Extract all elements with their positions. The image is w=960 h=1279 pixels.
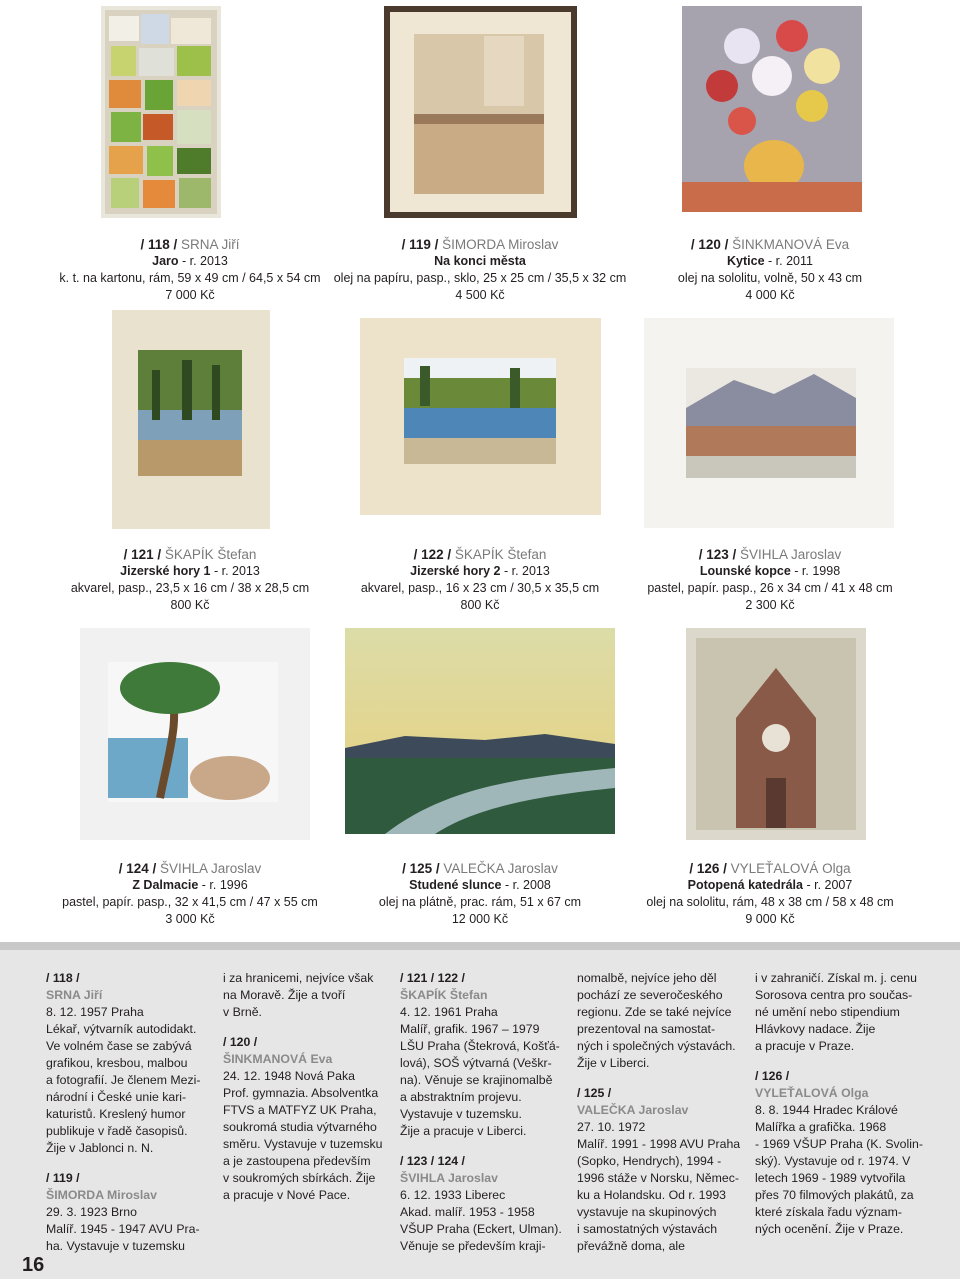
lot-number: / 118 / [140, 237, 178, 252]
lot-number: / 120 / [690, 237, 729, 252]
artwork-price: 4 000 Kč [745, 288, 795, 302]
artwork-year: - r. 2013 [210, 564, 260, 578]
painting-121-jizerske-hory-1 [112, 310, 270, 529]
bio-line: VŠUP Praha (Eckert, Ulman). [400, 1222, 562, 1236]
bio-line: Vystavuje v tuzemsku. [400, 1107, 522, 1121]
bio-line: které získala řadu význam- [755, 1205, 902, 1219]
painting-120-kytice [682, 6, 862, 212]
artwork-medium: k. t. na kartonu, rám, 59 x 49 cm / 64,5 x 54 cm [59, 271, 321, 285]
artwork-price: 9 000 Kč [745, 912, 795, 926]
bio-line: a pracuje v Praze. [755, 1039, 855, 1053]
bio-line: FTVS a MATFYZ UK Praha, [223, 1103, 377, 1117]
bio-artist-name: SRNA Jiří [46, 988, 103, 1002]
bio-line: 8. 8. 1944 Hradec Králové [755, 1103, 898, 1117]
artwork-medium: pastel, papír. pasp., 26 x 34 cm / 41 x 48 cm [647, 581, 893, 595]
artwork-title: Potopená katedrála [687, 878, 803, 892]
bio-line: Hlávkovy nadace. Žije [755, 1022, 876, 1036]
bio-line: a pracuje v Nové Pace. [223, 1188, 351, 1202]
page-number: 16 [22, 1254, 45, 1276]
bio-line: 27. 10. 1972 [577, 1120, 646, 1134]
bio-line: Malíř, grafik. 1967 – 1979 [400, 1022, 540, 1036]
bio-line: lová), SOŠ výtvarná (Veškr- [400, 1056, 552, 1070]
bio-line: a abstraktním projevu. [400, 1090, 522, 1104]
artist-name: ŠVIHLA Jaroslav [740, 547, 842, 562]
lot-number: / 126 / [689, 861, 727, 876]
artist-name: VALEČKA Jaroslav [443, 861, 558, 876]
bio-line: soukromá studia výtvarného [223, 1120, 377, 1134]
bio-line: regionu. Zde se také nejvíce [577, 1005, 732, 1019]
bio-lot-heading: / 123 / 124 / [400, 1154, 465, 1168]
artwork-year: - r. 1998 [790, 564, 841, 578]
bio-line: na Moravě. Žije a tvoří [223, 988, 346, 1002]
bio-line: Žije v Jablonci n. N. [46, 1141, 154, 1155]
artwork-title: Na konci města [434, 254, 526, 268]
bio-line: a fotografií. Je členem Mezi- [46, 1073, 201, 1087]
bio-column-2 [223, 970, 395, 1204]
lot-number: / 123 / [698, 547, 737, 562]
artwork-medium: akvarel, pasp., 23,5 x 16 cm / 38 x 28,5 cm [70, 581, 310, 595]
artwork-price: 2 300 Kč [745, 598, 795, 612]
painting-123-lounske-kopce [644, 318, 894, 528]
lot-caption-119 [320, 236, 640, 304]
bio-lot-heading: / 118 / [46, 971, 80, 985]
artist-name: ŠINKMANOVÁ Eva [732, 237, 850, 252]
lot-caption-121 [30, 546, 350, 614]
painting-124-z-dalmacie [80, 628, 310, 840]
bio-line: a je zastoupena především [223, 1154, 371, 1168]
bio-line: grafikou, kresbou, malbou [46, 1056, 188, 1070]
bio-line: Sorosova centra pro součas- [755, 988, 913, 1002]
artwork-title: Studené slunce [409, 878, 502, 892]
bio-line: v Brně. [223, 1005, 262, 1019]
bio-column-4 [577, 970, 749, 1255]
artwork-year: - r. 2007 [802, 878, 853, 892]
painting-122-jizerske-hory-2 [360, 318, 601, 515]
artwork-price: 4 500 Kč [455, 288, 505, 302]
bio-artist-name: ŠINKMANOVÁ Eva [223, 1052, 333, 1066]
artwork-title: Kytice [727, 254, 765, 268]
artwork-title: Z Dalmacie [132, 878, 199, 892]
artist-name: SRNA Jiří [181, 237, 240, 252]
bio-artist-name: VALEČKA Jaroslav [577, 1103, 689, 1117]
bio-line: i za hranicemi, nejvíce však [223, 971, 374, 985]
lot-caption-122 [320, 546, 640, 614]
bio-line: ský). Vystavuje od r. 1974. V [755, 1154, 911, 1168]
bio-line: Malíř. 1991 - 1998 AVU Praha [577, 1137, 741, 1151]
bio-line: přes 70 filmových plakátů, za [755, 1188, 914, 1202]
lot-caption-123 [610, 546, 930, 614]
bio-line: Akad. malíř. 1953 - 1958 [400, 1205, 535, 1219]
artwork-title: Jaro [152, 254, 179, 268]
bio-line: národní i České unie kari- [46, 1090, 187, 1104]
bio-line: 24. 12. 1948 Nová Paka [223, 1069, 355, 1083]
artwork-price: 3 000 Kč [165, 912, 215, 926]
lot-number: / 121 / [123, 547, 162, 562]
bio-lot-heading: / 126 / [755, 1069, 790, 1083]
artwork-title: Jizerské hory 2 [410, 564, 501, 578]
bio-artist-name: ŠVIHLA Jaroslav [400, 1171, 498, 1185]
artwork-price: 800 Kč [460, 598, 500, 612]
artwork-medium: olej na papíru, pasp., sklo, 25 x 25 cm / 35,5 x 32 cm [333, 271, 627, 285]
bio-artist-name: ŠKAPÍK Štefan [400, 988, 488, 1002]
bio-lot-heading: / 119 / [46, 1171, 80, 1185]
artwork-medium: olej na sololitu, volně, 50 x 43 cm [677, 271, 863, 285]
bio-line: 4. 12. 1961 Praha [400, 1005, 498, 1019]
bio-line: (Sopko, Hendrych), 1994 - [577, 1154, 722, 1168]
artwork-price: 12 000 Kč [451, 912, 509, 926]
bio-line: prezentoval na samostat- [577, 1022, 716, 1036]
artwork-title: Lounské kopce [699, 564, 791, 578]
bio-line: 8. 12. 1957 Praha [46, 1005, 144, 1019]
bio-line: Věnuje se především kraji- [400, 1239, 546, 1253]
bio-line: né umění nebo stipendium [755, 1005, 900, 1019]
bio-column-3 [400, 970, 572, 1255]
bio-line: směru. Vystavuje v tuzemsku [223, 1137, 383, 1151]
artwork-medium: pastel, papír. pasp., 32 x 41,5 cm / 47 x 55 cm [62, 895, 318, 909]
artist-name: ŠVIHLA Jaroslav [160, 861, 262, 876]
bio-lot-heading: / 125 / [577, 1086, 612, 1100]
lot-caption-124 [30, 860, 350, 928]
bio-line: převážně doma, ale [577, 1239, 686, 1253]
bio-line: 6. 12. 1933 Liberec [400, 1188, 506, 1202]
bio-line: vystavuje na skupinových [577, 1205, 717, 1219]
bio-line: - 1969 VŠUP Praha (K. Svolin- [755, 1137, 923, 1151]
lot-caption-125 [320, 860, 640, 928]
artist-name: ŠIMORDA Miroslav [442, 237, 559, 252]
artwork-year: - r. 1996 [198, 878, 248, 892]
artist-name: ŠKAPÍK Štefan [454, 547, 547, 562]
artwork-title: Jizerské hory 1 [120, 564, 211, 578]
bio-line: na). Věnuje se krajinomalbě [400, 1073, 553, 1087]
bio-line: Prof. gymnazia. Absolventka [223, 1086, 379, 1100]
bio-column-5 [755, 970, 940, 1238]
artist-biographies-panel [0, 942, 960, 1279]
bio-column-1 [46, 970, 218, 1255]
painting-126-potopena-katedrala [686, 628, 866, 840]
bio-artist-name: VYLEŤALOVÁ Olga [755, 1086, 869, 1100]
artwork-price: 7 000 Kč [165, 288, 215, 302]
bio-line: Malířka a grafička. 1968 [755, 1120, 887, 1134]
bio-line: 1996 stáže v Norsku, Němec- [577, 1171, 739, 1185]
bio-line: Ve volném čase se zabývá [46, 1039, 192, 1053]
artwork-medium: olej na sololitu, rám, 48 x 38 cm / 58 x 48 cm [646, 895, 894, 909]
bio-line: LŠU Praha (Štekrová, Košťá- [400, 1039, 560, 1053]
bio-line: ha. Vystavuje v tuzemsku [46, 1239, 185, 1253]
artwork-medium: olej na plátně, prac. rám, 51 x 67 cm [378, 895, 582, 909]
bio-line: ných ocenění. Žije v Praze. [755, 1222, 904, 1236]
bio-line: nomalbě, nejvíce jeho děl [577, 971, 717, 985]
bio-line: Žije v Liberci. [577, 1056, 650, 1070]
bio-line: pochází ze severočeského [577, 988, 723, 1002]
bio-lot-heading: / 120 / [223, 1035, 258, 1049]
lot-caption-126 [610, 860, 930, 928]
lot-number: / 124 / [118, 861, 157, 876]
artist-name: ŠKAPÍK Štefan [164, 547, 257, 562]
panel-top-bar [0, 942, 960, 950]
lot-number: / 119 / [401, 237, 439, 252]
bio-line: Lékař, výtvarník autodidakt. [46, 1022, 197, 1036]
painting-118-jaro [101, 6, 221, 218]
bio-line: katuristů. Kreslený humor [46, 1107, 186, 1121]
bio-artist-name: ŠIMORDA Miroslav [46, 1188, 157, 1202]
bio-line: i v zahraničí. Získal m. j. cenu [755, 971, 917, 985]
artwork-year: - r. 2013 [178, 254, 228, 268]
artwork-year: - r. 2013 [500, 564, 550, 578]
artist-name: VYLEŤALOVÁ Olga [730, 861, 851, 876]
lot-caption-118 [30, 236, 350, 304]
bio-line: ku a Holandsku. Od r. 1993 [577, 1188, 727, 1202]
bio-line: v soukromých sbírkách. Žije [223, 1171, 376, 1185]
bio-line: letech 1969 - 1989 vytvořila [755, 1171, 906, 1185]
bio-line: Žije a pracuje v Liberci. [400, 1124, 527, 1138]
lot-number: / 122 / [413, 547, 452, 562]
lot-caption-120 [610, 236, 930, 304]
bio-line: ných i společných výstavách. [577, 1039, 736, 1053]
painting-119-na-konci-mesta [384, 6, 577, 218]
bio-line: Malíř. 1945 - 1947 AVU Pra- [46, 1222, 200, 1236]
bio-line: publikuje v řadě časopisů. [46, 1124, 188, 1138]
lot-number: / 125 / [402, 861, 440, 876]
bio-line: 29. 3. 1923 Brno [46, 1205, 137, 1219]
artwork-year: - r. 2008 [501, 878, 551, 892]
painting-125-studene-slunce [345, 628, 615, 834]
artwork-medium: akvarel, pasp., 16 x 23 cm / 30,5 x 35,5 cm [360, 581, 600, 595]
artwork-year: - r. 2011 [764, 254, 813, 268]
bio-lot-heading: / 121 / 122 / [400, 971, 465, 985]
artwork-price: 800 Kč [170, 598, 210, 612]
bio-line: i samostatných výstavách [577, 1222, 718, 1236]
